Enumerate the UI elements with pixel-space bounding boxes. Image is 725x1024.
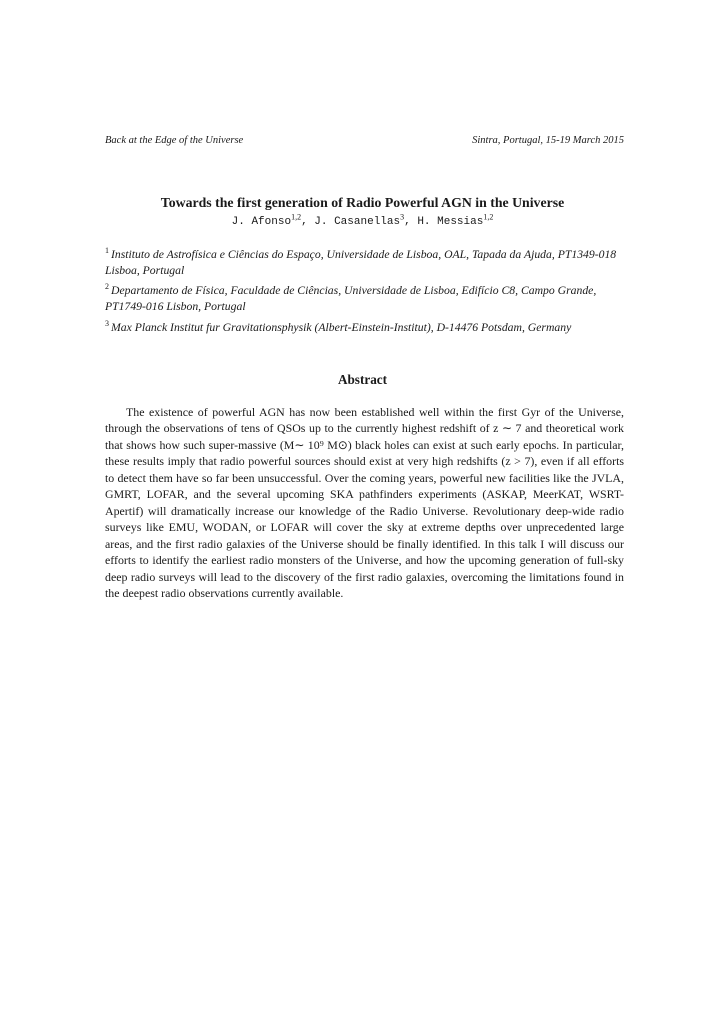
author-affil-mark: 1,2	[291, 212, 302, 221]
abstract-body: The existence of powerful AGN has now been established well within the first Gyr of the Universe, through the observations of tens of QSOs up to the currently highest redshift of z ∼ 7 and theoretical work that shows how such super-massive (M∼ 10⁹ M⊙) black holes can exist at such early epochs. In particular, these results imply that radio powerful sources should exist at very high redshifts (z > 7), even if all efforts to detect them have so far been unsuccessful. Over the coming years, powerful new facilities like the JVLA, GMRT, LOFAR, and the several upcoming SKA pathfinders experiments (ASKAP, MeerKAT, WSRT-Apertif) will dramatically increase our knowledge of the Radio Universe. Revolutionary deep-wide radio surveys like EMU, WODAN, or LOFAR will cover the sky at extreme depths over unprecedented large areas, and the first radio galaxies of the Universe should be finally identified. In this talk I will discuss our efforts to identify the earliest radio monsters of the Universe, and how the upcoming generation of full-sky deep radio surveys will lead to the discovery of the first radio galaxies, overcoming the limitations found in the deepest radio observations currently available.	[105, 405, 624, 600]
author-affil-mark: 1,2	[483, 212, 494, 221]
affiliation: $^2$ Departamento de Física, Faculdade de Ciências, Universidade de Lisboa, Edifício C8, Campo Grande, PT1749-016 Lisbon, Portugal	[105, 282, 597, 314]
author-list: J. Afonso$^{1,2}$, J. Casanellas$^3$, H. Messias$^{1,2}$	[231, 212, 494, 228]
author-affil-mark: 3	[400, 212, 405, 221]
abstract-heading: Abstract	[337, 372, 388, 387]
running-header	[105, 134, 624, 148]
affiliations	[105, 243, 625, 336]
header-location-date: Sintra, Portugal, 15-19 March 2015	[472, 135, 624, 146]
author: J. Afonso$^{1,2}$	[231, 212, 302, 228]
paper-title: Towards the first generation of Radio Powerful AGN in the Universe	[160, 195, 565, 210]
header-conference: Back at the Edge of the Universe	[105, 135, 244, 146]
affiliation: $^1$ Instituto de Astrofísica e Ciências do Espaço, Universidade de Lisboa, OAL, Tapada da Ajuda, PT1349-018 Lisboa, Portugal	[105, 246, 617, 278]
author: H. Messias$^{1,2}$	[417, 212, 494, 228]
author: J. Casanellas$^3$	[314, 212, 405, 228]
affiliation: $^3$ Max Planck Institut fur Gravitationsphysik (Albert-Einstein-Institut), D-14476 Potsdam, Germany	[105, 318, 572, 334]
